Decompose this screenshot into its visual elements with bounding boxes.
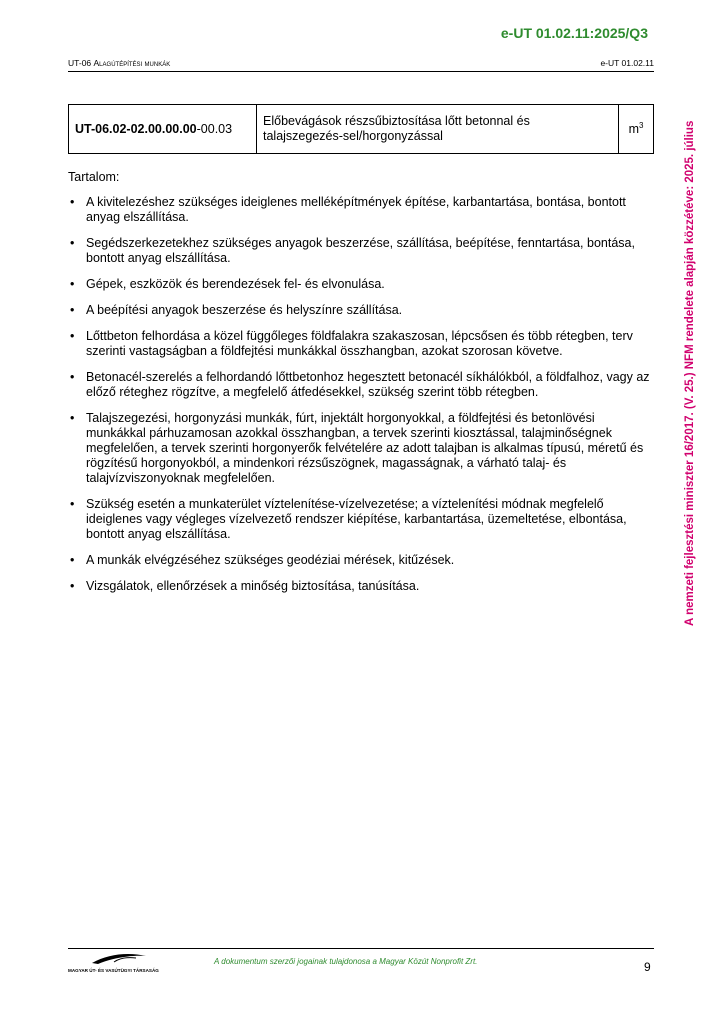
society-logo xyxy=(68,952,163,974)
unit-exponent: 3 xyxy=(638,121,644,131)
bullet-text: A beépítési anyagok beszerzése és helyszínre szállítása. xyxy=(86,303,403,317)
content-bullet-list xyxy=(68,195,654,594)
page-number: 9 xyxy=(644,960,651,974)
bullet-text: Betonacél-szerelés a felhordandó lőttbetonhoz hegesztett betonacél síkhálókból, a földfalhoz, vagy az előző réteghez rögzítve, a megfelelő átfedésekkel, szükség szerint több rétegben. xyxy=(86,370,650,399)
bullet-icon: • xyxy=(70,303,75,317)
bullet-item xyxy=(68,579,654,594)
item-row xyxy=(69,105,654,154)
logo-text: MAGYAR ÚT- ÉS VASÚTÜGYI TÁRSASÁG xyxy=(68,968,159,973)
bullet-text: Lőttbeton felhordása a közel függőleges földfalakra szakaszosan, lépcsősen és több rétegben, terv szerinti vastagságban a földfejtési munkákkal összhangban, azokat szorosan követve. xyxy=(86,329,633,358)
bullet-text: Szükség esetén a munkaterület víztelenítése-vízelvezetése; a víztelenítési módnak megfelelő ideiglenes vagy végleges vízelvezető rendszer kiépítése, karbantartása, üzemeltetése, elbontása, bontott anyag elszállítása. xyxy=(86,497,627,541)
bullet-text: A kivitelezéshez szükséges ideiglenes melléképítmények építése, karbantartása, bontása, bontott anyag elszállítása. xyxy=(86,195,626,224)
running-header-doc-ref: e-UT 01.02.11 xyxy=(600,58,654,68)
bullet-icon: • xyxy=(70,497,75,511)
item-description: Előbevágások részsűbiztosítása lőtt betonnal és talajszegezés-sel/horgonyzással xyxy=(257,105,619,154)
document-id: e-UT 01.02.11:2025/Q3 xyxy=(500,25,648,41)
bullet-icon: • xyxy=(70,411,75,425)
bullet-text: A munkák elvégzéséhez szükséges geodéziai mérések, kitűzések. xyxy=(86,553,455,567)
bullet-icon: • xyxy=(70,579,75,593)
item-table xyxy=(68,104,654,154)
bullet-item xyxy=(68,329,654,359)
content-section xyxy=(68,170,654,605)
bullet-icon: • xyxy=(70,370,75,384)
bullet-text: Gépek, eszközök és berendezések fel- és elvonulása. xyxy=(86,277,385,291)
bullet-item xyxy=(68,236,654,266)
copyright-note: A dokumentum szerzői jogainak tulajdonosa a Magyar Közút Nonprofit Zrt. xyxy=(214,957,478,966)
bullet-item xyxy=(68,303,654,318)
content-title: Tartalom: xyxy=(68,170,120,184)
bullet-icon: • xyxy=(70,195,75,209)
bullet-text: Talajszegezési, horgonyzási munkák, fúrt, injektált horgonyokkal, a földfejtési és betonlövési munkákkal párhuzamosan azokkal összhangban, a tervek szerinti kiosztással, talajminőségnek megfelelően, a tervek szerinti horgonyerők felvételére az adott talajban is alkalmas típusú, méretű és rögzítésű horgonyokból, a mindenkori rézsűszögnek, magasságnak, a várható talaj- és talajvízviszonyoknak megfelelően. xyxy=(86,411,644,485)
footer-divider xyxy=(68,948,654,949)
item-code-main: UT-06.02-02.00.00.00 xyxy=(75,122,197,136)
item-code xyxy=(69,105,257,154)
bullet-text: Vizsgálatok, ellenőrzések a minőség biztosítása, tanúsítása. xyxy=(86,579,420,593)
bullet-item xyxy=(68,370,654,400)
publication-side-note: A nemzeti fejlesztési miniszter 16/2017. (V. 25.) NFM rendelete alapján közzétéve: 2025. július xyxy=(684,120,696,626)
bullet-icon: • xyxy=(70,553,75,567)
running-header-chapter xyxy=(68,58,170,68)
item-code-suffix: -00.03 xyxy=(196,122,233,136)
bullet-item xyxy=(68,497,654,542)
chapter-code: UT-06 xyxy=(68,58,94,68)
running-header xyxy=(68,58,654,72)
chapter-title: Alagútépítési munkák xyxy=(93,58,171,68)
bullet-item xyxy=(68,553,654,568)
bullet-icon: • xyxy=(70,236,75,250)
bullet-icon: • xyxy=(70,277,75,291)
bullet-text: Segédszerkezetekhez szükséges anyagok beszerzése, szállítása, beépítése, fenntartása, bontása, bontott anyag elszállítása. xyxy=(86,236,635,265)
unit-base: m xyxy=(628,122,639,137)
bullet-item xyxy=(68,195,654,225)
item-unit xyxy=(619,105,654,154)
bullet-icon: • xyxy=(70,329,75,343)
bullet-item xyxy=(68,411,654,486)
bullet-item xyxy=(68,277,654,292)
